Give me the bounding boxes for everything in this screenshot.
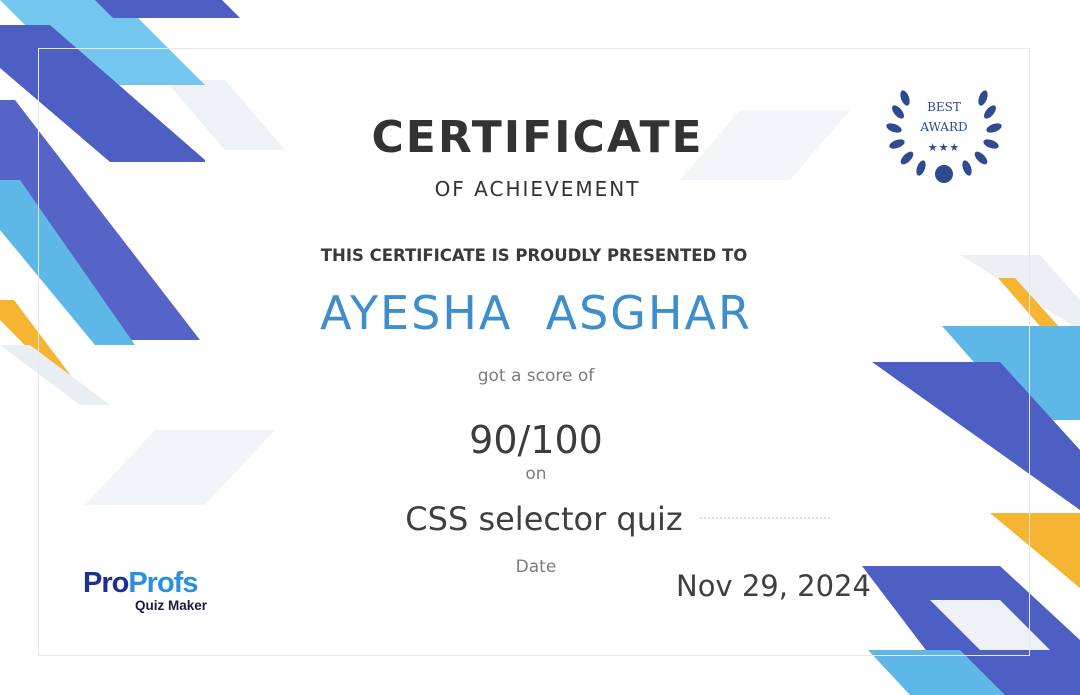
on-label: on <box>525 464 547 484</box>
proprofs-logo <box>83 567 233 613</box>
badge-stars: ★★★ <box>927 141 961 154</box>
dotted-divider <box>700 517 830 519</box>
presented-to-line: THIS CERTIFICATE IS PROUDLY PRESENTED TO <box>320 246 748 265</box>
brand-name-part2: Profs <box>128 567 198 599</box>
recipient-name: AYESHA ASGHAR <box>320 286 752 340</box>
brand-name-part1: Pro <box>83 567 129 599</box>
dark-blue-stripe <box>95 0 240 18</box>
brand-name <box>83 567 233 599</box>
badge-line-1: BEST <box>927 100 961 114</box>
score-label: got a score of <box>477 366 595 386</box>
date-label: Date <box>515 557 557 577</box>
score-value: 90/100 <box>469 418 603 462</box>
quiz-name: CSS selector quiz <box>405 500 683 538</box>
badge-line-2: AWARD <box>920 120 968 134</box>
brand-tagline: Quiz Maker <box>135 598 208 613</box>
certificate-subtitle: OF ACHIEVEMENT <box>434 177 641 201</box>
date-value: Nov 29, 2024 <box>676 569 871 603</box>
certificate-title: CERTIFICATE <box>371 112 704 163</box>
